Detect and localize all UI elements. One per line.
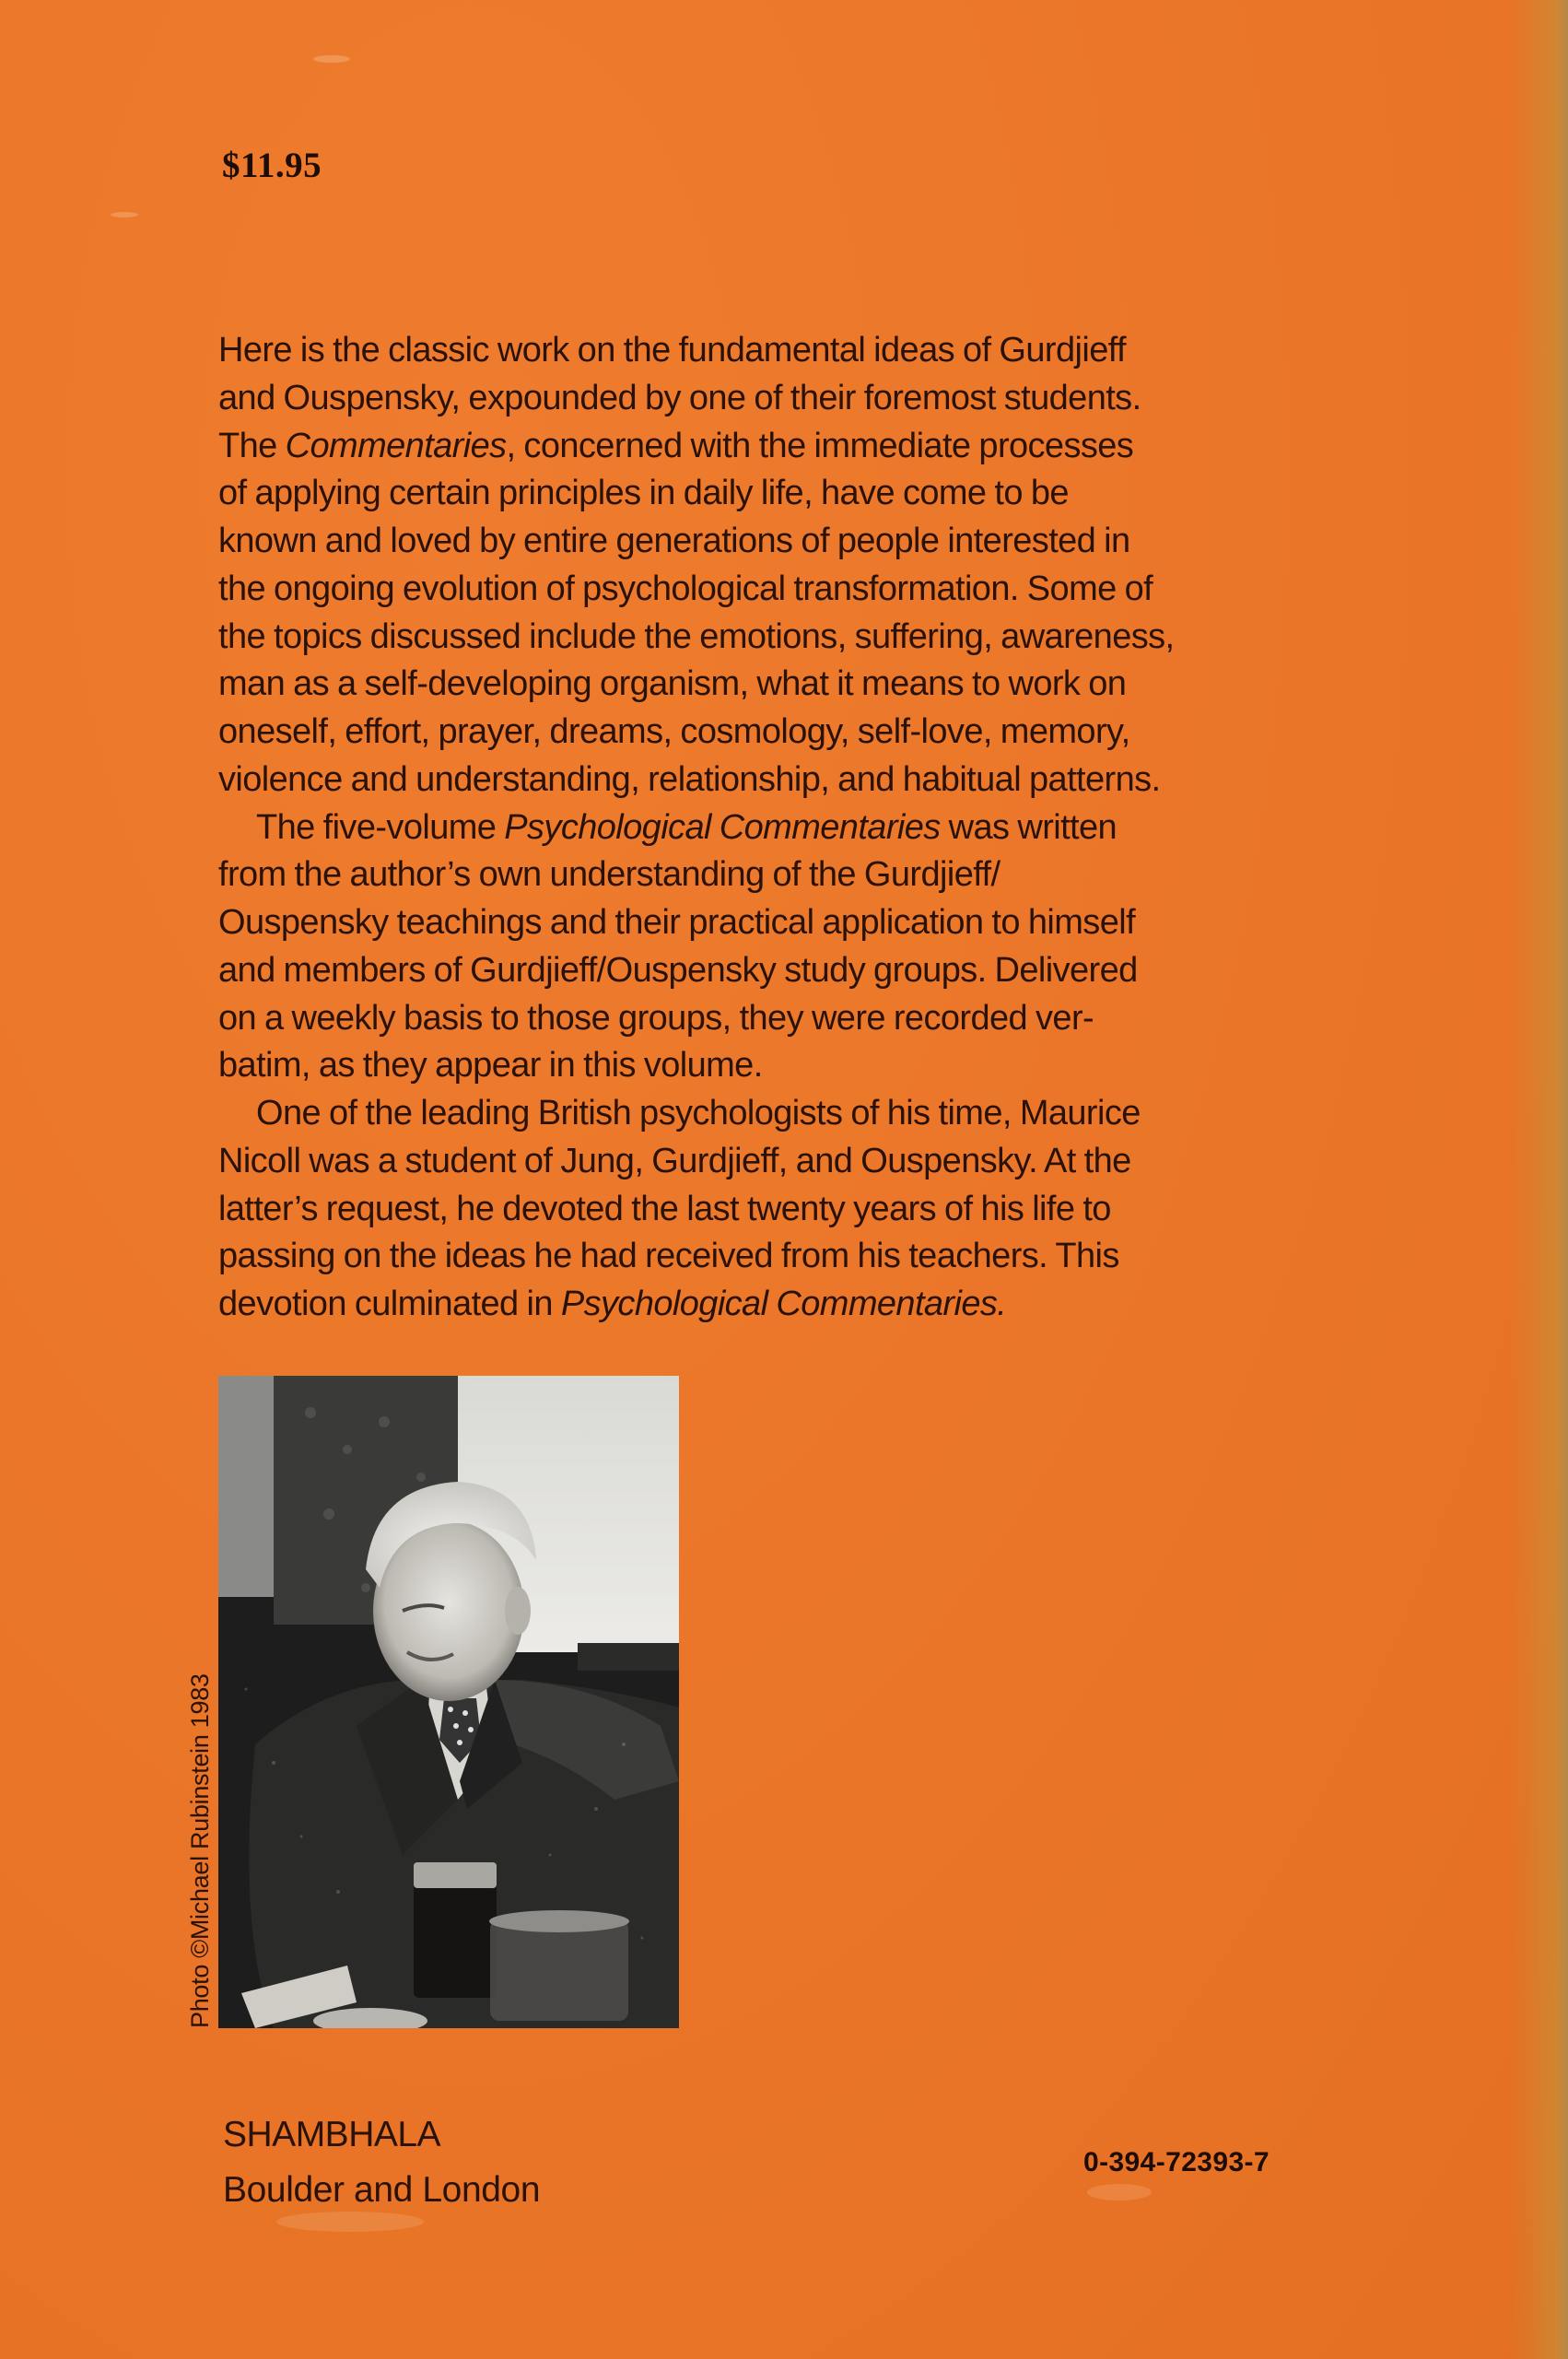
- cover-wear-mark: [1087, 2184, 1152, 2201]
- text-run: of applying certain principles in daily life, have come to be: [218, 474, 1069, 513]
- blurb-line: [218, 804, 1370, 852]
- blurb-line: [218, 327, 1370, 375]
- publisher-block: [223, 2107, 540, 2218]
- text-run: known and loved by entire generations of people interested in: [218, 522, 1130, 560]
- text-run: , concerned with the immediate processes: [506, 426, 1134, 465]
- publisher-location: Boulder and London: [223, 2170, 541, 2210]
- isbn-number: 0-394-72393-7: [1083, 2147, 1270, 2177]
- blurb-text: [218, 327, 1370, 1329]
- blurb-line: [218, 709, 1370, 757]
- text-run: from the author’s own understanding of the Gurdjieff/: [218, 855, 1000, 895]
- blurb-line: [218, 947, 1370, 995]
- blurb-line: [218, 1042, 1370, 1090]
- blurb-line: [218, 375, 1370, 423]
- text-run: passing on the ideas he had received from his teachers. This: [218, 1237, 1119, 1276]
- italic-title: Commentaries: [285, 426, 507, 465]
- text-run: latter’s request, he devoted the last twenty years of his life to: [218, 1189, 1111, 1228]
- text-run: One of the leading British psychologists of his time, Maurice: [256, 1094, 1141, 1133]
- cover-wear-mark: [313, 55, 350, 63]
- text-run: violence and understanding, relationship, and habitual patterns.: [218, 759, 1161, 799]
- blurb-line: [218, 661, 1370, 709]
- blurb-line: [218, 851, 1370, 899]
- blurb-line: [218, 518, 1370, 566]
- blurb-line: [218, 899, 1370, 947]
- publisher-name: SHAMBHALA: [223, 2115, 441, 2154]
- text-run: devotion culminated in: [218, 1285, 561, 1323]
- text-run: on a weekly basis to those groups, they were recorded ver-: [218, 998, 1094, 1038]
- text-run: oneself, effort, prayer, dreams, cosmology, self-love, memory,: [218, 712, 1130, 751]
- photo-credit: Photo ©Michael Rubinstein 1983: [186, 1673, 214, 2028]
- author-photo-image: [218, 1376, 679, 2028]
- text-run: was written: [940, 807, 1117, 847]
- blurb-line: [218, 614, 1370, 662]
- text-run: Here is the classic work on the fundamental ideas of Gurdjieff: [218, 331, 1126, 370]
- text-run: The: [218, 426, 286, 465]
- text-run: Nicoll was a student of Jung, Gurdjieff, and Ouspensky. At the: [218, 1141, 1131, 1180]
- blurb-line: [218, 1281, 1370, 1329]
- blurb-line: [218, 566, 1370, 614]
- italic-title: Psychological Commentaries.: [560, 1285, 1007, 1323]
- text-run: The five-volume: [256, 807, 505, 847]
- price-label: $11.95: [222, 146, 322, 185]
- blurb-line: [218, 423, 1370, 471]
- blurb-line: [218, 1138, 1370, 1186]
- author-photo: [218, 1376, 679, 2028]
- blurb-line: [218, 470, 1370, 518]
- blurb-line: [218, 1186, 1370, 1234]
- text-run: and Ouspensky, expounded by one of their foremost students.: [218, 378, 1141, 417]
- text-run: the ongoing evolution of psychological transformation. Some of: [218, 569, 1153, 608]
- blurb-line: [218, 995, 1370, 1043]
- blurb-line: [218, 757, 1370, 804]
- italic-title: Psychological Commentaries: [504, 807, 941, 847]
- blurb-line: [218, 1233, 1370, 1281]
- blurb-line: [218, 1090, 1370, 1138]
- text-run: Ouspensky teachings and their practical application to himself: [218, 903, 1136, 942]
- text-run: the topics discussed include the emotions, suffering, awareness,: [218, 616, 1175, 656]
- text-run: man as a self-developing organism, what it means to work on: [218, 664, 1127, 704]
- text-run: and members of Gurdjieff/Ouspensky study groups. Delivered: [218, 950, 1138, 990]
- text-run: batim, as they appear in this volume.: [218, 1046, 763, 1086]
- cover-wear-mark: [111, 212, 138, 217]
